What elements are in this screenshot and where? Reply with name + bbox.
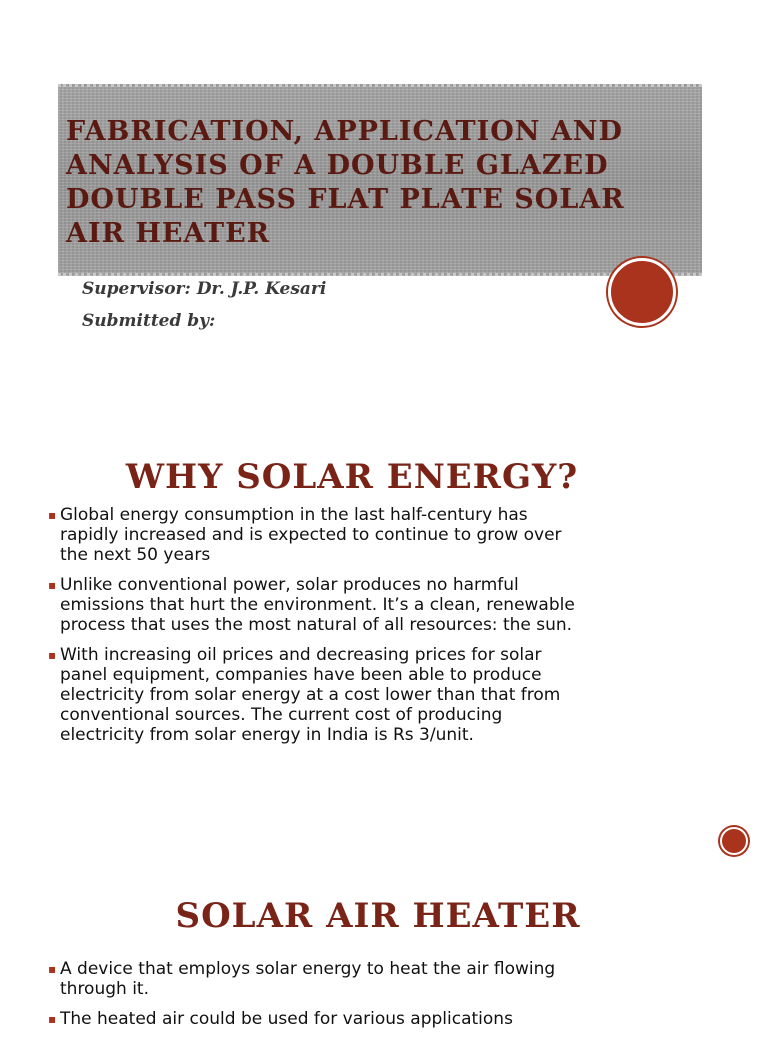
list-item bbox=[48, 959, 588, 999]
slide-heading: SOLAR AIR HEATER bbox=[175, 896, 581, 936]
list-item bbox=[48, 1009, 588, 1029]
list-item bbox=[48, 645, 588, 745]
bullet-icon: ▪ bbox=[48, 1012, 57, 1026]
slide-heading: WHY SOLAR ENERGY? bbox=[125, 457, 579, 497]
list-item bbox=[48, 575, 588, 635]
bullet-text: Unlike conventional power, solar produces no harmful emissions that hurt the environment. It’s a clean, renewable process that uses the most natural of all resources: the sun. bbox=[60, 575, 575, 635]
bullet-text: The heated air could be used for various applications bbox=[60, 1009, 513, 1029]
decorative-circle bbox=[608, 258, 676, 326]
presentation-title: FABRICATION, APPLICATION AND ANALYSIS OF A DOUBLE GLAZED DOUBLE PASS FLAT PLATE SOLAR AIR HEATER bbox=[66, 116, 625, 249]
bullet-text: A device that employs solar energy to heat the air flowing through it. bbox=[60, 959, 556, 999]
decorative-circle bbox=[720, 827, 748, 855]
solar-air-heater-slide bbox=[0, 860, 768, 1029]
bullet-icon: ▪ bbox=[48, 962, 57, 976]
bullet-icon: ▪ bbox=[48, 648, 57, 662]
why-solar-slide bbox=[0, 400, 768, 860]
title-slide bbox=[0, 0, 768, 400]
bullet-text: Global energy consumption in the last half-century has rapidly increased and is expected to continue to grow over the next 50 years bbox=[60, 505, 562, 565]
title-banner bbox=[58, 84, 702, 276]
supervisor-line: Supervisor: Dr. J.P. Kesari bbox=[82, 279, 327, 299]
submitted-by-line: Submitted by: bbox=[82, 311, 216, 331]
bullet-icon: ▪ bbox=[48, 508, 57, 522]
list-item bbox=[48, 505, 588, 565]
bullet-list bbox=[48, 959, 588, 1039]
bullet-text: With increasing oil prices and decreasing prices for solar panel equipment, companies have been able to produce electricity from solar energy at a cost lower than that from conventional sources. The current cost of producing electricity from solar energy in India is Rs 3/unit. bbox=[60, 645, 561, 745]
bullet-icon: ▪ bbox=[48, 578, 57, 592]
bullet-list bbox=[48, 505, 588, 755]
